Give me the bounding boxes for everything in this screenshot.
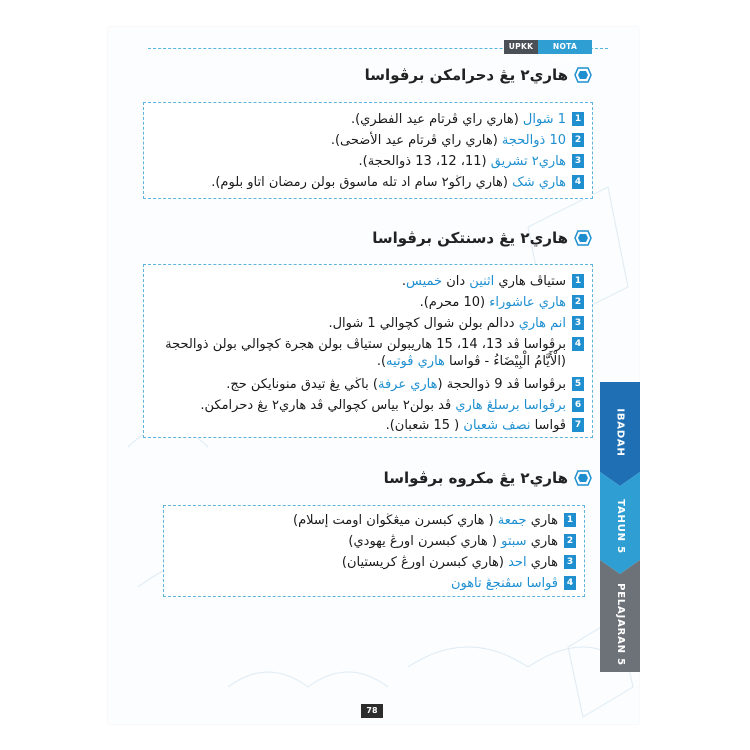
item-pre: برڤواسا ڤد 13، 14، 15 هاريبولن ستياڤ بولن هجرة كچوالي بولن ذوالحجة — [165, 337, 566, 352]
list-item — [351, 111, 584, 128]
item-text — [402, 273, 566, 290]
list-item — [386, 417, 584, 434]
item-rest: ڤد بولن٢ بياس كچوالي ڤد هاري٢ يڠ دحرامكن. — [200, 398, 456, 413]
item-line2: (الْأَيَّامُ الْبِيْضَاءُ - ڤواسا — [444, 354, 566, 369]
hexagon-bullet-icon — [574, 470, 592, 486]
item-text — [200, 397, 566, 414]
item-text — [359, 153, 567, 170]
item-highlight: 1 شوال — [522, 112, 566, 127]
list-item — [200, 397, 584, 414]
item-text — [211, 174, 566, 191]
item-number: 1 — [564, 513, 576, 527]
content-box-sunat — [143, 264, 593, 438]
section-heading-text: هاري٢ يڠ دسنتكن برڤواسا — [372, 229, 568, 247]
list-item — [331, 132, 584, 149]
content-box-makruh — [163, 505, 585, 597]
side-tab-label: IBADAH — [614, 407, 626, 457]
item-rest: (10 محرم). — [419, 295, 490, 310]
list-item — [226, 376, 584, 393]
side-tab-label: PELAJARAN 5 — [614, 582, 626, 666]
item-pre: ڤواسا — [530, 418, 566, 433]
item-text — [331, 132, 566, 149]
list-item — [211, 174, 584, 191]
item-number: 4 — [572, 175, 584, 189]
item-number: 4 — [572, 337, 584, 351]
list-item — [348, 533, 576, 550]
item-number: 2 — [564, 534, 576, 548]
item-highlight: انم هاري — [518, 316, 566, 331]
page-number: 78 — [361, 704, 383, 718]
item-mid: دان — [442, 274, 470, 289]
item-text — [420, 294, 566, 311]
item-text — [386, 417, 566, 434]
list-item — [402, 273, 584, 290]
item-rest: ( هاري كبسرن اورڠ يهودي) — [348, 534, 502, 549]
section-heading-text: هاري٢ يڠ دحرامكن برڤواسا — [364, 66, 568, 84]
side-tab-tahun[interactable] — [597, 482, 643, 570]
item-number: 2 — [572, 295, 584, 309]
item-number: 3 — [572, 316, 584, 330]
item-pre: هاري — [526, 534, 558, 549]
item-number: 5 — [572, 377, 584, 391]
item-rest: (11، 12، 13 ذوالحجة). — [358, 154, 491, 169]
item-number: 7 — [572, 418, 584, 432]
item-number: 3 — [572, 154, 584, 168]
item-highlight: هاري عاشوراء — [489, 295, 566, 310]
item-pre: هاري — [526, 555, 558, 570]
item-rest: (هاري راي ڤرتام عيد الأضحى). — [330, 133, 502, 148]
section-heading-haram — [365, 65, 592, 85]
header-tag-nota-padat: NOTA PADAT — [538, 40, 592, 54]
list-item — [342, 554, 576, 571]
content-box-haram — [143, 102, 593, 199]
item-highlight: سبتو — [501, 534, 527, 549]
list-item — [293, 512, 576, 529]
item-highlight: اثنين — [469, 274, 495, 289]
item-rest: ) باڬي يڠ تيدق منونايكن حج. — [226, 377, 378, 392]
item-text — [226, 376, 566, 393]
item-highlight: جمعة — [497, 513, 527, 528]
item-text — [348, 533, 558, 550]
item-pre: ستياڤ هاري — [494, 274, 566, 289]
item-text — [351, 111, 566, 128]
item-pre: هاري — [526, 513, 558, 528]
item-number: 1 — [572, 112, 584, 126]
header-tag-upkk: UPKK — [504, 40, 538, 54]
item-text — [451, 575, 558, 592]
hexagon-bullet-icon — [574, 230, 592, 246]
item-rest: ( هاري كبسرن ميڠڬوان اومت إسلام) — [293, 513, 498, 528]
item-pre: برڤواسا ڤد 9 ذوالحجة ( — [437, 377, 566, 392]
item-text — [342, 554, 558, 571]
item-highlight: نصف شعبان — [463, 418, 531, 433]
item-highlight: هاري ڤوتيه — [386, 354, 445, 369]
item-number: 6 — [572, 398, 584, 412]
item-highlight: هاري عرفة — [377, 377, 438, 392]
list-item — [451, 575, 576, 592]
item-rest: ( 15 شعبان). — [385, 418, 464, 433]
item-number: 1 — [572, 274, 584, 288]
item-text — [165, 336, 566, 370]
item-number: 2 — [572, 133, 584, 147]
item-highlight: خميس — [406, 274, 443, 289]
list-item — [359, 153, 585, 170]
item-highlight: برڤواسا برسلڠ هاري — [455, 398, 566, 413]
section-heading-makruh — [384, 468, 592, 488]
item-highlight: هاري٢ تشريق — [490, 154, 566, 169]
item-rest: ). — [376, 354, 387, 369]
hexagon-bullet-icon — [574, 67, 592, 83]
list-item — [328, 315, 584, 332]
section-heading-text: هاري٢ يڠ مكروه برڤواسا — [383, 469, 568, 487]
list-item — [420, 294, 584, 311]
side-tab-label: TAHUN 5 — [614, 498, 626, 554]
item-rest: . — [401, 274, 407, 289]
item-highlight: ڤواسا سڤنجڠ تاهون — [450, 576, 558, 591]
item-highlight: 10 ذوالحجة — [501, 133, 566, 148]
item-rest: ددالم بولن شوال كچوالي 1 شوال. — [328, 316, 519, 331]
list-item — [165, 336, 584, 370]
item-highlight: هاري شک — [512, 175, 566, 190]
item-rest: (هاري راڬو٢ سام اد تله ماسوق بولن رمضان اتاو بلوم). — [211, 175, 513, 190]
item-text — [328, 315, 566, 332]
side-tab-pelajaran[interactable] — [597, 576, 643, 672]
section-heading-sunat — [372, 228, 592, 248]
item-highlight: احد — [508, 555, 527, 570]
item-text — [293, 512, 558, 529]
book-page — [108, 27, 639, 724]
item-number: 3 — [564, 555, 576, 569]
item-number: 4 — [564, 576, 576, 590]
side-tab-ibadah[interactable] — [597, 392, 643, 472]
item-rest: (هاري كبسرن اورڠ كريستيان) — [341, 555, 509, 570]
item-rest: (هاري راي ڤرتام عيد الفطري). — [350, 112, 523, 127]
